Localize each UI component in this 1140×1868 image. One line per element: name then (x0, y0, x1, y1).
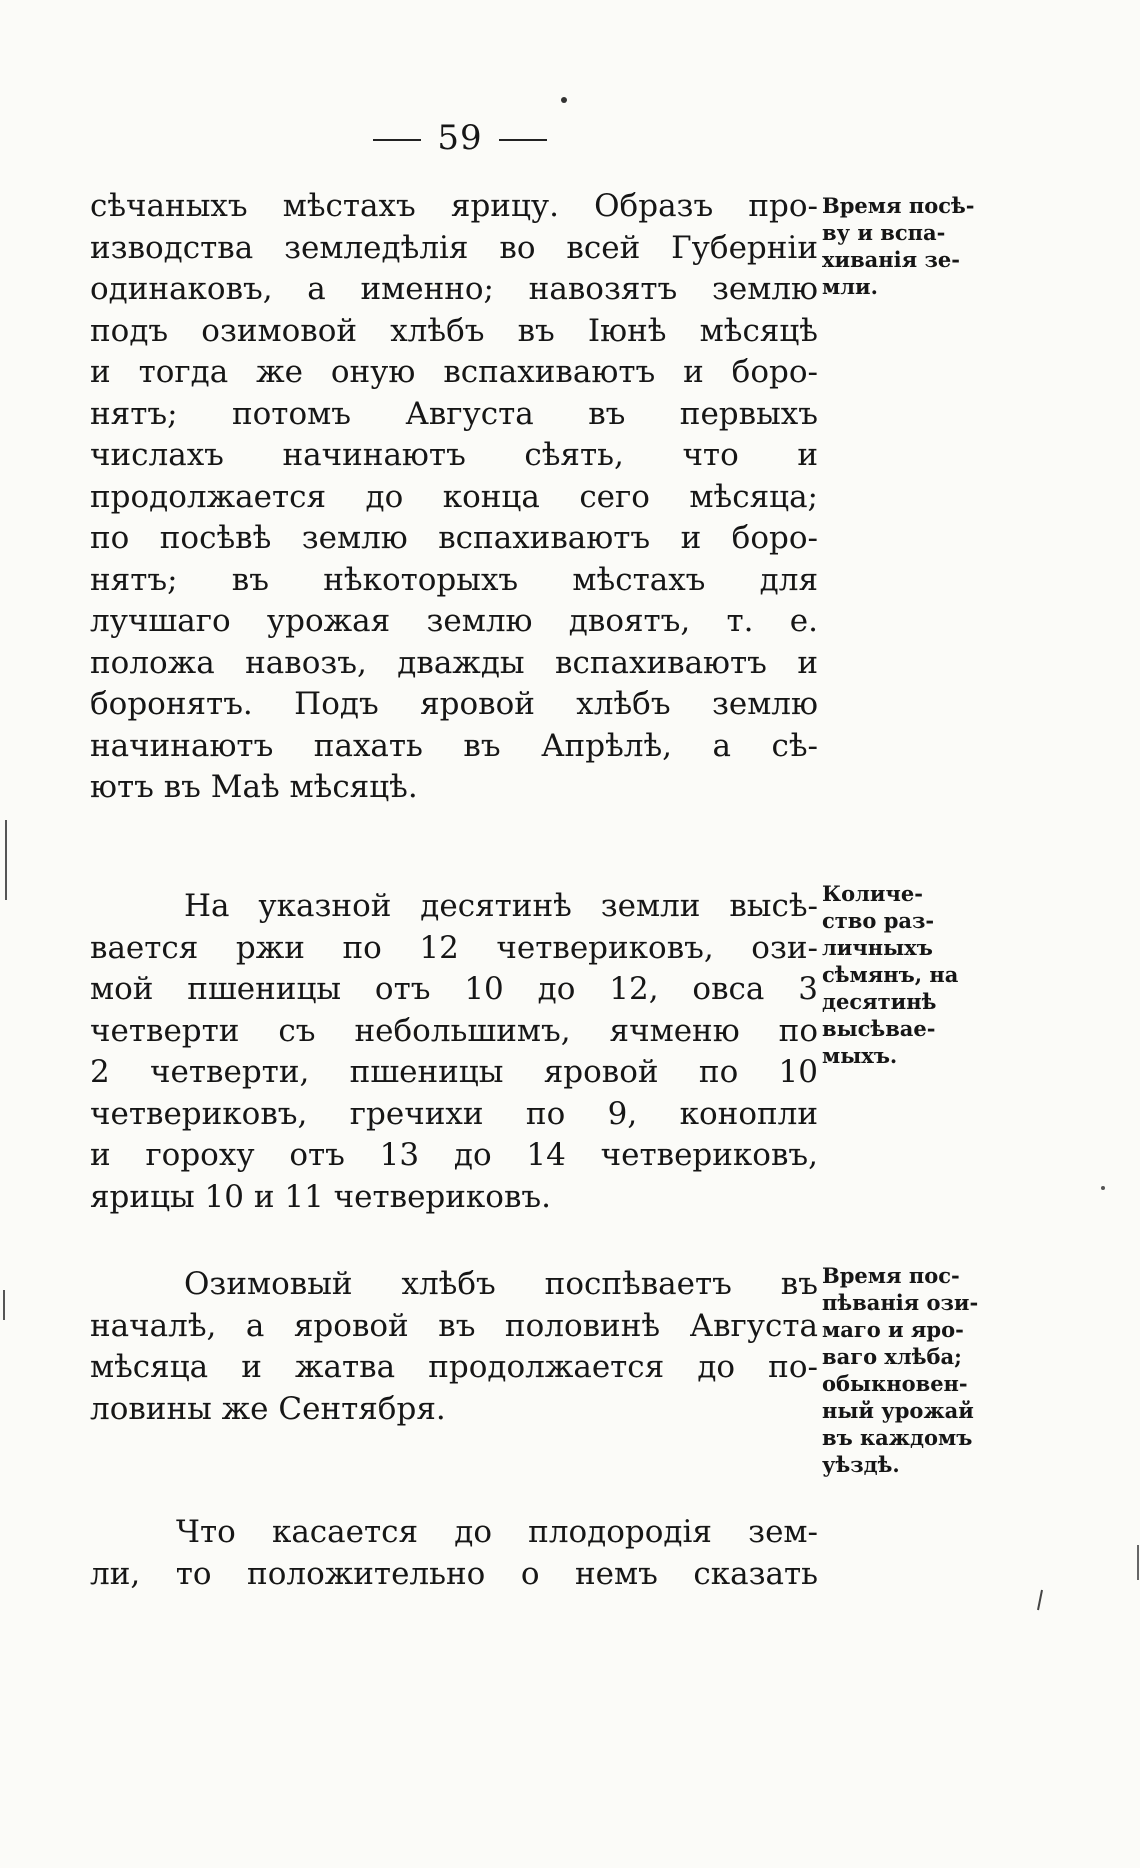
margin-note-line: въ каждомъ (822, 1425, 973, 1450)
text-line: нятъ; въ нѣкоторыхъ мѣстахъ для (90, 561, 818, 598)
margin-note-line: пѣванія ози- (822, 1290, 979, 1315)
text-line: мой пшеницы отъ 10 до 12, овса 3 (90, 971, 818, 1007)
margin-note-line: мли. (822, 274, 878, 299)
text-line: сѣчаныхъ мѣстахъ ярицу. Образъ про- (90, 188, 818, 224)
margin-note-line: Время посѣ- (822, 193, 975, 218)
page-number: 59 (437, 118, 483, 158)
margin-note-line: уѣздѣ. (822, 1452, 900, 1477)
margin-note-line: личныхъ (822, 935, 933, 960)
text-line: нятъ; потомъ Августа въ первыхъ (90, 395, 818, 432)
paragraph-2 (90, 886, 818, 1218)
text-line: лучшаго урожая землю двоятъ, т. е. (90, 603, 818, 639)
scan-speck (1038, 1590, 1042, 1610)
margin-note-line: ву и вспа- (822, 220, 946, 245)
scan-speck (561, 97, 567, 103)
margin-note-line: десятинѣ (822, 989, 937, 1014)
text-line: Что касается до плодородія зем- (176, 1514, 818, 1550)
margin-note-line: маго и яро- (822, 1317, 964, 1342)
margin-note-line: ство раз- (822, 908, 935, 933)
margin-note-line: ный урожай (822, 1398, 974, 1423)
margin-note-line: высѣвае- (822, 1016, 936, 1041)
text-line: ли, то положительно о немъ сказать (90, 1555, 818, 1592)
margin-note-sowing-time (822, 192, 992, 300)
text-line: изводства земледѣлія во всей Губерніи (90, 229, 818, 266)
margin-note-ripening-time (822, 1262, 992, 1478)
text-line: ютъ въ Маѣ мѣсяцѣ. (90, 769, 418, 805)
margin-note-line: ваго хлѣба; (822, 1344, 962, 1369)
text-line: и тогда же оную вспахиваютъ и боро- (90, 354, 818, 390)
text-line: подъ озимовой хлѣбъ въ Іюнѣ мѣсяцѣ (90, 312, 818, 349)
margin-note-line: обыкновен- (822, 1371, 968, 1396)
text-line: начинаютъ пахать въ Апрѣлѣ, а сѣ- (90, 727, 818, 764)
header-dash-left (373, 139, 421, 141)
text-line: началѣ, а яровой въ половинѣ Августа (90, 1307, 818, 1344)
page-header (340, 118, 580, 158)
text-line: четверти съ небольшимъ, ячменю по (90, 1012, 818, 1049)
margin-note-line: мыхъ. (822, 1043, 898, 1068)
text-line: числахъ начинаютъ сѣять, что и (90, 437, 818, 473)
margin-note-line: сѣмянъ, на (822, 962, 959, 987)
text-line: четвериковъ, гречихи по 9, конопли (90, 1095, 818, 1132)
margin-note-line: Время пос- (822, 1263, 960, 1288)
text-line: по посѣвѣ землю вспахиваютъ и боро- (90, 520, 818, 556)
text-line: 2 четверти, пшеницы яровой по 10 (90, 1054, 818, 1090)
text-line: боронятъ. Подъ яровой хлѣбъ землю (90, 686, 818, 722)
scan-speck (1101, 1186, 1105, 1190)
text-line: вается ржи по 12 четвериковъ, ози- (90, 929, 818, 966)
text-line: ловины же Сентября. (90, 1390, 446, 1427)
text-line: На указной десятинѣ земли высѣ- (184, 888, 818, 924)
paragraph-4 (90, 1512, 818, 1595)
text-line: мѣсяца и жатва продолжается до по- (90, 1349, 818, 1385)
margin-note-line: хиванія зе- (822, 247, 960, 272)
text-line: продолжается до конца сего мѣсяца; (90, 478, 818, 515)
text-line: Озимовый хлѣбъ поспѣваетъ въ (184, 1266, 818, 1302)
paragraph-3 (90, 1264, 818, 1430)
margin-note-seed-quantity (822, 880, 992, 1069)
text-line: ярицы 10 и 11 четвериковъ. (90, 1178, 552, 1215)
text-line: и гороху отъ 13 до 14 четвериковъ, (90, 1137, 818, 1173)
paragraph-1 (90, 186, 818, 809)
header-dash-right (499, 139, 547, 141)
text-line: положа навозъ, дважды вспахиваютъ и (90, 644, 818, 681)
margin-note-line: Количе- (822, 881, 923, 906)
text-line: одинаковъ, а именно; навозятъ землю (90, 271, 818, 307)
